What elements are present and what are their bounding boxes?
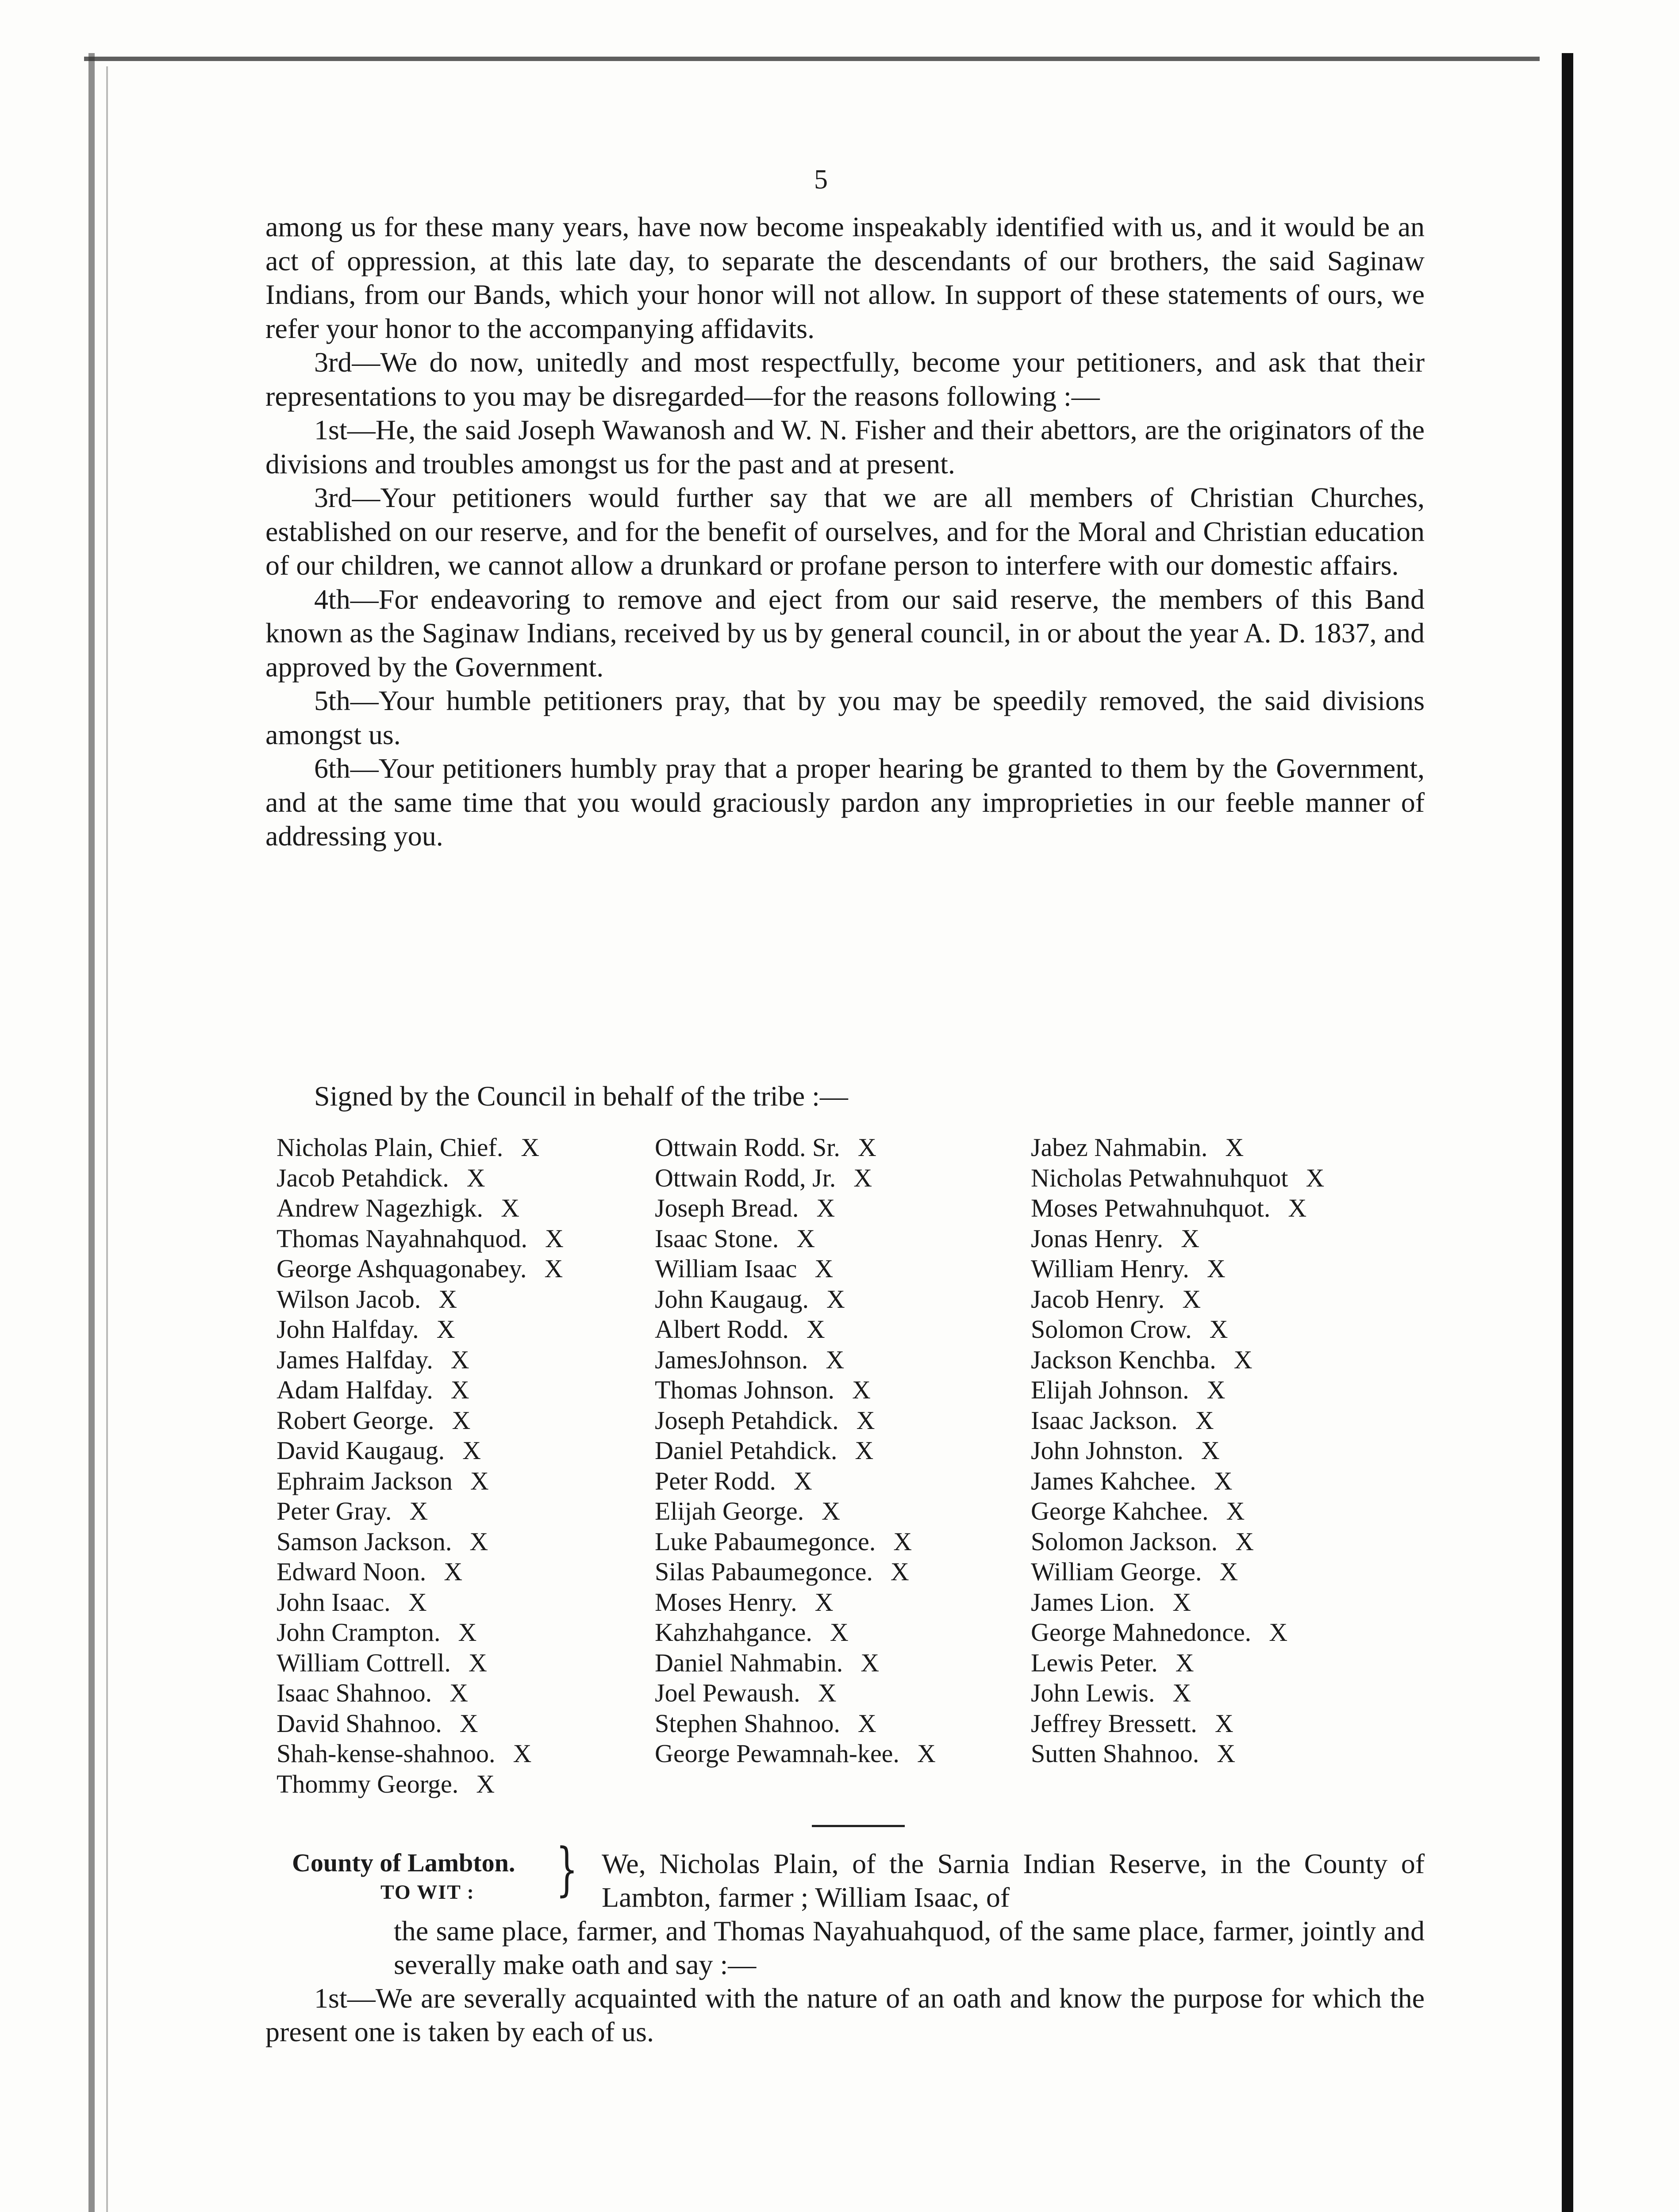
signatory-name: Isaac Jackson. (1031, 1406, 1178, 1435)
signature-entry (655, 1224, 936, 1254)
signatory-name: John Kaugaug. (655, 1284, 809, 1313)
signature-entry (277, 1193, 564, 1224)
signatory-name: John Johnston. (1031, 1436, 1183, 1465)
signature-entry (1031, 1406, 1324, 1436)
signature-mark: X (1172, 1587, 1191, 1617)
page-frame-left-line (88, 53, 95, 2212)
signature-entry (655, 1375, 936, 1406)
signatory-name: Luke Pabaumegonce. (655, 1527, 876, 1556)
signatory-name: George Mahnedonce. (1031, 1618, 1252, 1647)
signature-mark: X (1206, 1254, 1226, 1283)
signatory-name: William George. (1031, 1557, 1202, 1586)
signatory-name: Samson Jackson. (277, 1527, 452, 1556)
signature-mark: X (857, 1709, 876, 1738)
signature-mark: X (459, 1709, 478, 1738)
signature-mark: X (521, 1133, 540, 1162)
signature-mark: X (1306, 1163, 1325, 1192)
signatory-name: Peter Gray. (277, 1497, 392, 1525)
signatory-name: Daniel Petahdick. (655, 1436, 838, 1465)
signature-entry (1031, 1375, 1324, 1406)
signature-mark: X (466, 1163, 485, 1192)
signature-entry (1031, 1436, 1324, 1466)
signatory-name: James Lion. (1031, 1587, 1155, 1617)
signature-mark: X (470, 1466, 489, 1495)
signature-mark: X (826, 1284, 845, 1313)
signature-mark: X (853, 1163, 872, 1192)
signature-mark: X (1195, 1406, 1214, 1435)
signatory-name: Stephen Shahnoo. (655, 1709, 840, 1738)
signature-entry (1031, 1163, 1324, 1194)
petition-body (265, 210, 1425, 853)
signature-mark: X (409, 1497, 428, 1525)
signature-entry (277, 1254, 564, 1284)
page-number: 5 (814, 165, 828, 195)
signature-entry (655, 1466, 936, 1497)
signature-mark: X (438, 1284, 457, 1313)
signatory-name: Elijah Johnson. (1031, 1375, 1189, 1404)
signature-entry (1031, 1224, 1324, 1254)
signature-mark: X (852, 1375, 871, 1404)
affidavit-county: County of Lambton. (292, 1848, 515, 1877)
signatory-name: Nicholas Petwahnuhquot (1031, 1163, 1288, 1192)
signatory-name: Solomon Crow. (1031, 1315, 1192, 1344)
signature-mark: X (890, 1557, 909, 1586)
signature-entry (277, 1678, 564, 1709)
signature-column-2 (655, 1133, 936, 1769)
signatory-name: Joel Pewaush. (655, 1678, 800, 1707)
signature-mark: X (444, 1557, 463, 1586)
signatory-name: George Ashquagonabey. (277, 1254, 527, 1283)
affidavit-first-line: We, Nicholas Plain, of the Sarnia Indian Reserve, in the County of Lambton, farmer ; William Isaac, of (602, 1848, 1425, 1913)
signature-mark: X (1209, 1315, 1228, 1344)
signatory-name: Moses Henry. (655, 1587, 797, 1617)
signatory-name: Thomas Johnson. (655, 1375, 834, 1404)
signatory-name: Adam Halfday. (277, 1375, 433, 1404)
signature-entry (1031, 1648, 1324, 1678)
signature-mark: X (861, 1648, 880, 1677)
signatory-name: Edward Noon. (277, 1557, 426, 1586)
signature-entry (655, 1133, 936, 1163)
signature-entry (655, 1587, 936, 1618)
signature-mark: X (476, 1769, 495, 1798)
signature-mark: X (1214, 1709, 1233, 1738)
signature-entry (655, 1284, 936, 1315)
signature-mark: X (793, 1466, 812, 1495)
signature-mark: X (1206, 1375, 1226, 1404)
petition-paragraph: 6th—Your petitioners humbly pray that a proper hearing be granted to them by the Government, and at the same time that you would graciously pardon any improprieties in our feeble manner of addressing you. (265, 753, 1425, 852)
signature-mark: X (450, 1678, 469, 1707)
signature-entry (277, 1345, 564, 1375)
signature-entry (655, 1648, 936, 1678)
signature-mark: X (855, 1436, 874, 1465)
signatory-name: Wilson Jacob. (277, 1284, 421, 1313)
signature-entry (655, 1709, 936, 1739)
signature-mark: X (1226, 1497, 1245, 1525)
signature-mark: X (1182, 1284, 1201, 1313)
signature-mark: X (1233, 1345, 1253, 1374)
signatory-name: Ottwain Rodd. Sr. (655, 1133, 840, 1162)
signatory-name: Solomon Jackson. (1031, 1527, 1218, 1556)
signatory-name: Jeffrey Bressett. (1031, 1709, 1197, 1738)
signature-mark: X (452, 1406, 471, 1435)
signature-mark: X (408, 1587, 427, 1617)
signature-entry (655, 1527, 936, 1557)
signature-entry (655, 1557, 936, 1587)
signatory-name: William Cottrell. (277, 1648, 451, 1677)
signatory-name: Nicholas Plain, Chief. (277, 1133, 503, 1162)
signatory-name: Albert Rodd. (655, 1315, 789, 1344)
signatory-name: William Henry. (1031, 1254, 1189, 1283)
signature-entry (1031, 1527, 1324, 1557)
signature-entry (277, 1224, 564, 1254)
petition-paragraph: 5th—Your humble petitioners pray, that by you may be speedily removed, the said divisions amongst us. (265, 685, 1425, 750)
signature-mark: X (1201, 1436, 1220, 1465)
signatory-name: George Kahchee. (1031, 1497, 1209, 1525)
signature-mark: X (857, 1133, 876, 1162)
signatory-name: William Isaac (655, 1254, 797, 1283)
signature-mark: X (1288, 1194, 1307, 1222)
signatory-name: Peter Rodd. (655, 1466, 776, 1495)
signature-mark: X (815, 1254, 834, 1283)
signature-entry (277, 1739, 564, 1769)
signatory-name: Jacob Henry. (1031, 1284, 1165, 1313)
signature-mark: X (513, 1739, 532, 1768)
signature-entry (1031, 1587, 1324, 1618)
signature-mark: X (830, 1618, 849, 1647)
petition-paragraph: 3rd—Your petitioners would further say that we are all members of Christian Churches, established on our reserve, and for the benefit of ourselves, and for the Moral and Christian education of our children, we cannot allow a drunkard or profane person to interfere with our domestic affairs. (265, 482, 1425, 581)
signature-entry (277, 1314, 564, 1345)
signature-entry (655, 1678, 936, 1709)
signature-mark: X (893, 1527, 912, 1556)
signature-entry (1031, 1709, 1324, 1739)
signature-mark: X (1219, 1557, 1238, 1586)
signatory-name: Moses Petwahnuhquot. (1031, 1194, 1271, 1222)
signature-mark: X (501, 1194, 519, 1222)
signature-mark: X (1172, 1678, 1191, 1707)
signature-entry (1031, 1193, 1324, 1224)
signatory-name: John Crampton. (277, 1618, 441, 1647)
signature-mark: X (1217, 1739, 1236, 1768)
signatory-name: Lewis Peter. (1031, 1648, 1158, 1677)
signature-column-3 (1031, 1133, 1324, 1769)
signature-mark: X (815, 1587, 834, 1617)
signature-entry (277, 1587, 564, 1618)
affidavit-second-line: the same place, farmer, and Thomas Nayahuahquod, of the same place, farmer, jointly and severally make oath and say :— (394, 1915, 1425, 1980)
signatory-name: Silas Pabaumegonce. (655, 1557, 873, 1586)
signature-entry (655, 1496, 936, 1527)
signatory-name: Sutten Shahnoo. (1031, 1739, 1199, 1768)
signature-entry (1031, 1254, 1324, 1284)
signature-mark: X (544, 1254, 563, 1283)
signature-entry (655, 1436, 936, 1466)
signatory-name: Joseph Bread. (655, 1194, 799, 1222)
signature-entry (1031, 1466, 1324, 1497)
page-frame-top-line (84, 57, 1540, 61)
signature-mark: X (545, 1224, 564, 1253)
signature-mark: X (826, 1345, 845, 1374)
signature-entry (277, 1648, 564, 1678)
signatory-name: James Kahchee. (1031, 1466, 1196, 1495)
signatory-name: Andrew Nagezhigk. (277, 1194, 484, 1222)
signature-mark: X (1269, 1618, 1288, 1647)
signature-mark: X (856, 1406, 875, 1435)
signature-mark: X (1214, 1466, 1233, 1495)
signature-mark: X (796, 1224, 815, 1253)
signature-mark: X (450, 1375, 469, 1404)
signature-mark: X (469, 1527, 488, 1556)
affidavit-oath (265, 1982, 1425, 2049)
page-frame-left-inner-line (106, 66, 108, 2212)
signatory-name: David Shahnoo. (277, 1709, 442, 1738)
signature-entry (277, 1466, 564, 1497)
signatory-name: Jonas Henry. (1031, 1224, 1164, 1253)
signature-mark: X (1181, 1224, 1199, 1253)
signature-entry (277, 1375, 564, 1406)
signatory-name: David Kaugaug. (277, 1436, 445, 1465)
signature-entry (655, 1314, 936, 1345)
signature-entry (655, 1617, 936, 1648)
signatory-name: Shah-kense-shahnoo. (277, 1739, 496, 1768)
signatory-name: Thomas Nayahnahquod. (277, 1224, 527, 1253)
signatory-name: Kahzhahgance. (655, 1618, 812, 1647)
signatory-name: Elijah George. (655, 1497, 804, 1525)
signature-entry (277, 1496, 564, 1527)
signature-entry (655, 1345, 936, 1375)
signature-entry (655, 1739, 936, 1769)
signature-mark: X (818, 1678, 837, 1707)
signature-entry (1031, 1617, 1324, 1648)
section-divider (812, 1825, 905, 1827)
signatory-name: John Isaac. (277, 1587, 391, 1617)
signatory-name: Jacob Petahdick. (277, 1163, 449, 1192)
signature-entry (1031, 1284, 1324, 1315)
signature-entry (655, 1406, 936, 1436)
signatory-name: Ephraim Jackson (277, 1466, 453, 1495)
signature-entry (277, 1163, 564, 1194)
signature-entry (277, 1617, 564, 1648)
signature-entry (655, 1193, 936, 1224)
signature-entry (277, 1557, 564, 1587)
signature-mark: X (436, 1315, 455, 1344)
signatory-name: John Halfday. (277, 1315, 419, 1344)
signature-entry (1031, 1345, 1324, 1375)
signatory-name: JamesJohnson. (655, 1345, 808, 1374)
signature-mark: X (458, 1618, 477, 1647)
signature-mark: X (816, 1194, 835, 1222)
signatory-name: Ottwain Rodd, Jr. (655, 1163, 836, 1192)
signature-entry (655, 1254, 936, 1284)
signatory-name: Isaac Stone. (655, 1224, 779, 1253)
signature-entry (1031, 1678, 1324, 1709)
petition-paragraph: 3rd—We do now, unitedly and most respectfully, become your petitioners, and ask that their representations to you may be disregarded—for the reasons following :— (265, 346, 1425, 412)
signatory-name: Robert George. (277, 1406, 434, 1435)
signatory-name: Thommy George. (277, 1769, 459, 1798)
petition-paragraph: 1st—He, the said Joseph Wawanosh and W. N. Fisher and their abettors, are the originators of the divisions and troubles amongst us for the past and at present. (265, 414, 1425, 480)
signature-entry (1031, 1314, 1324, 1345)
signatory-name: Daniel Nahmabin. (655, 1648, 843, 1677)
signature-mark: X (1225, 1133, 1244, 1162)
signatory-name: Isaac Shahnoo. (277, 1678, 432, 1707)
affidavit-oath-paragraph: 1st—We are severally acquainted with the nature of an oath and know the purpose for which the present one is taken by each of us. (265, 1982, 1425, 2047)
signatory-name: Joseph Petahdick. (655, 1406, 839, 1435)
signature-mark: X (450, 1345, 469, 1374)
signature-mark: X (462, 1436, 481, 1465)
signature-mark: X (1175, 1648, 1194, 1677)
signature-column-1 (277, 1133, 564, 1799)
signature-entry (277, 1527, 564, 1557)
signature-entry (277, 1284, 564, 1315)
signatory-name: John Lewis. (1031, 1678, 1155, 1707)
signatory-name: James Halfday. (277, 1345, 433, 1374)
signature-entry (277, 1133, 564, 1163)
signatory-name: George Pewamnah-kee. (655, 1739, 899, 1768)
signatory-name: Jabez Nahmabin. (1031, 1133, 1208, 1162)
signature-entry (277, 1406, 564, 1436)
signature-entry (1031, 1496, 1324, 1527)
signature-entry (277, 1709, 564, 1739)
petition-paragraph: 4th—For endeavoring to remove and eject from our said reserve, the members of this Band known as the Saginaw Indians, received by us by general council, in or about the year A. D. 1837, and approved by the Government. (265, 583, 1425, 683)
page-frame-right-line (1562, 53, 1573, 2212)
signature-mark: X (917, 1739, 936, 1768)
signature-entry (277, 1769, 564, 1800)
signature-entry (655, 1163, 936, 1194)
affidavit-brace: } (556, 1836, 578, 1903)
petition-paragraph: among us for these many years, have now become inspeakably identified with us, and it would be an act of oppression, at this late day, to separate the descendants of our brothers, the said Saginaw Indians, from our Bands, which your honor will not allow. In support of these statements of ours, we refer your honor to the accompanying affidavits. (265, 211, 1425, 344)
affidavit-to-wit: TO WIT : (380, 1881, 475, 1903)
signed-line: Signed by the Council in behalf of the tribe :— (314, 1080, 848, 1112)
signature-mark: X (1235, 1527, 1254, 1556)
signatory-name: Jackson Kenchba. (1031, 1345, 1216, 1374)
signature-entry (1031, 1557, 1324, 1587)
signature-entry (1031, 1133, 1324, 1163)
signature-mark: X (806, 1315, 825, 1344)
signature-mark: X (468, 1648, 487, 1677)
signature-entry (277, 1436, 564, 1466)
signature-mark: X (822, 1497, 841, 1525)
signature-entry (1031, 1739, 1324, 1769)
